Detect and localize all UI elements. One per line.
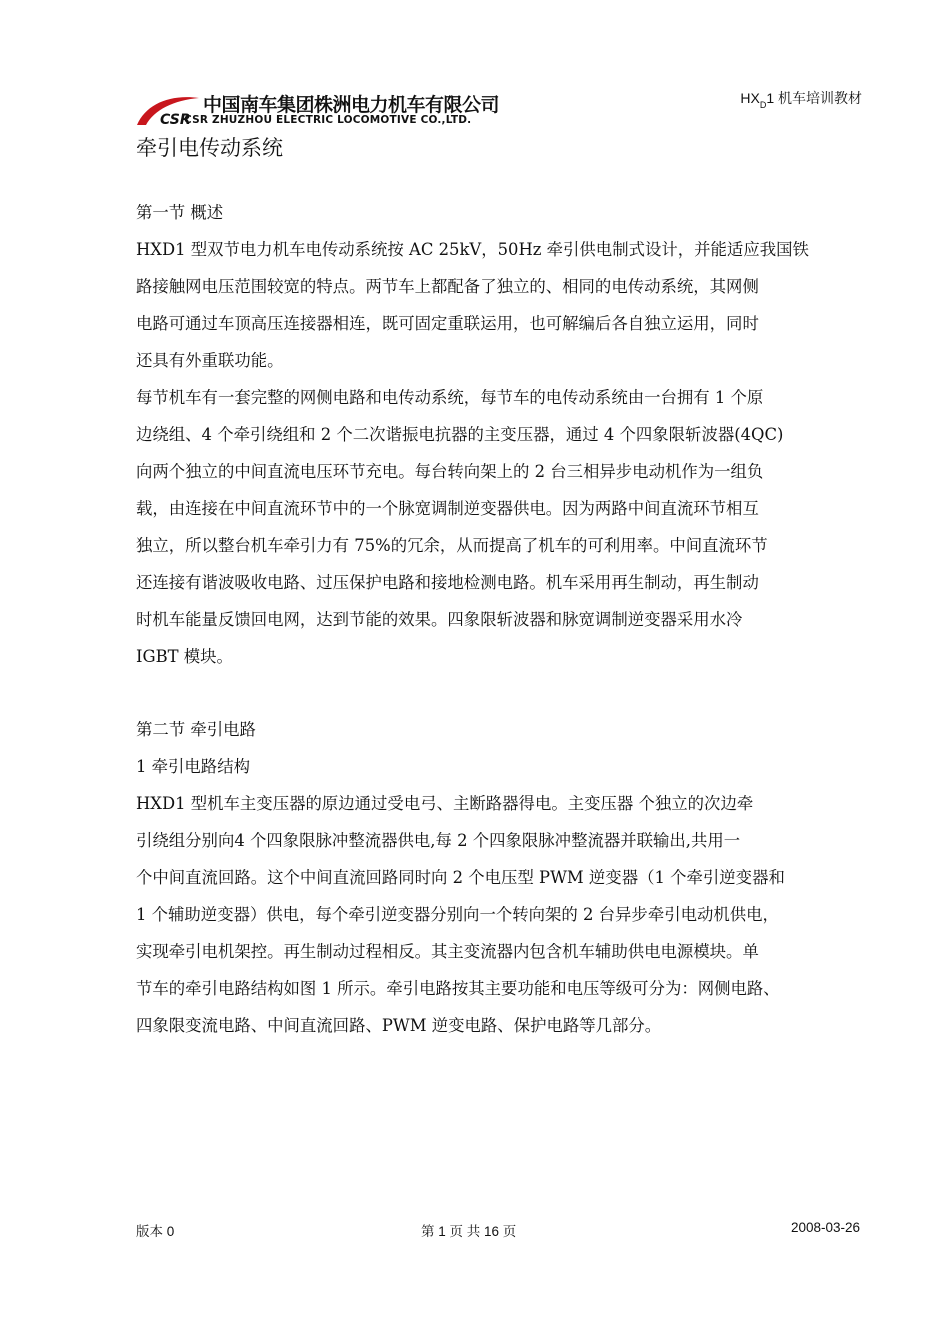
company-name-en: CSR ZHUZHOU ELECTRIC LOCOMOTIVE CO.,LTD. — [184, 114, 472, 126]
text-line: HXD1 型双节电力机车电传动系统按 AC 25kV，50Hz 牵引供电制式设计，并能适应我国铁 — [136, 240, 809, 259]
text-line: 四象限变流电路、中间直流回路、PWM 逆变电路、保护电路等几部分。 — [136, 1016, 662, 1035]
document-series-label: $HX_D1$ 机车培训教材 — [740, 90, 862, 110]
section-spacer — [136, 675, 860, 711]
text-line: 每节机车有一套完整的网侧电路和电传动系统，每节车的电传动系统由一台拥有 1 个原 — [136, 388, 764, 407]
page-footer — [136, 1220, 860, 1242]
text-line: 还具有外重联功能。 — [136, 351, 284, 370]
document-date: 2008-03-26 — [790, 1220, 860, 1235]
document-body — [136, 194, 860, 1044]
section1-paragraphs — [136, 231, 860, 675]
text-line: 引绕组分别向4 个四象限脉冲整流器供电,每 2 个四象限脉冲整流器并联输出,共用一 — [136, 831, 741, 850]
page-header — [136, 86, 862, 130]
section2-paragraphs — [136, 785, 860, 1044]
text-line: 节车的牵引电路结构如图 1 所示。牵引电路按其主要功能和电压等级可分为：网侧电路、 — [136, 979, 780, 998]
csr-logo-mark: CSR — [160, 112, 191, 126]
page-number: 第 1 页 共 16 页 — [421, 1224, 517, 1239]
text-line: 独立，所以整台机车牵引力有 75%的冗余，从而提高了机车的可利用率。中间直流环节 — [136, 536, 768, 555]
subsection-heading: 1 牵引电路结构 — [136, 757, 250, 776]
text-line: IGBT 模块。 — [136, 647, 233, 666]
text-line: 时机车能量反馈回电网，达到节能的效果。四象限斩波器和脉宽调制逆变器采用水冷 — [136, 610, 743, 629]
section-heading: 第一节 概述 — [136, 203, 224, 222]
text-line: 1 个辅助逆变器）供电，每个牵引逆变器分别向一个转向架的 2 台异步牵引电动机供电， — [136, 905, 779, 924]
version-label: 版本 0 — [136, 1224, 175, 1239]
text-line: 向两个独立的中间直流电压环节充电。每台转向架上的 2 台三相异步电动机作为一组负 — [136, 462, 764, 481]
text-line: 载，由连接在中间直流环节中的一个脉宽调制逆变器供电。因为两路中间直流环节相互 — [136, 499, 759, 518]
text-line: 实现牵引电机架控。再生制动过程相反。其主变流器内包含机车辅助供电电源模块。单 — [136, 942, 759, 961]
text-line: 个中间直流回路。这个中间直流回路同时向 2 个电压型 PWM 逆变器（1 个牵引逆变器和 — [136, 868, 785, 887]
text-line: 电路可通过车顶高压连接器相连，既可固定重联运用，也可解编后各自独立运用，同时 — [136, 314, 759, 333]
text-line: HXD1 型机车主变压器的原边通过受电弓、主断路器得电。主变压器 个独立的次边牵 — [136, 794, 754, 813]
text-line: 路接触网电压范围较宽的特点。两节车上都配备了独立的、相同的电传动系统，其网侧 — [136, 277, 759, 296]
text-line: 还连接有谐波吸收电路、过压保护电路和接地检测电路。机车采用再生制动，再生制动 — [136, 573, 759, 592]
company-name-cn: 中国南车集团株洲电力机车有限公司 — [203, 94, 500, 116]
section-heading: 第二节 牵引电路 — [136, 720, 256, 739]
text-line: 边绕组、4 个牵引绕组和 2 个二次谐振电抗器的主变压器，通过 4 个四象限斩波器(4QC) — [136, 425, 784, 444]
company-logo — [136, 88, 500, 128]
page-title: 牵引电传动系统 — [136, 136, 283, 160]
